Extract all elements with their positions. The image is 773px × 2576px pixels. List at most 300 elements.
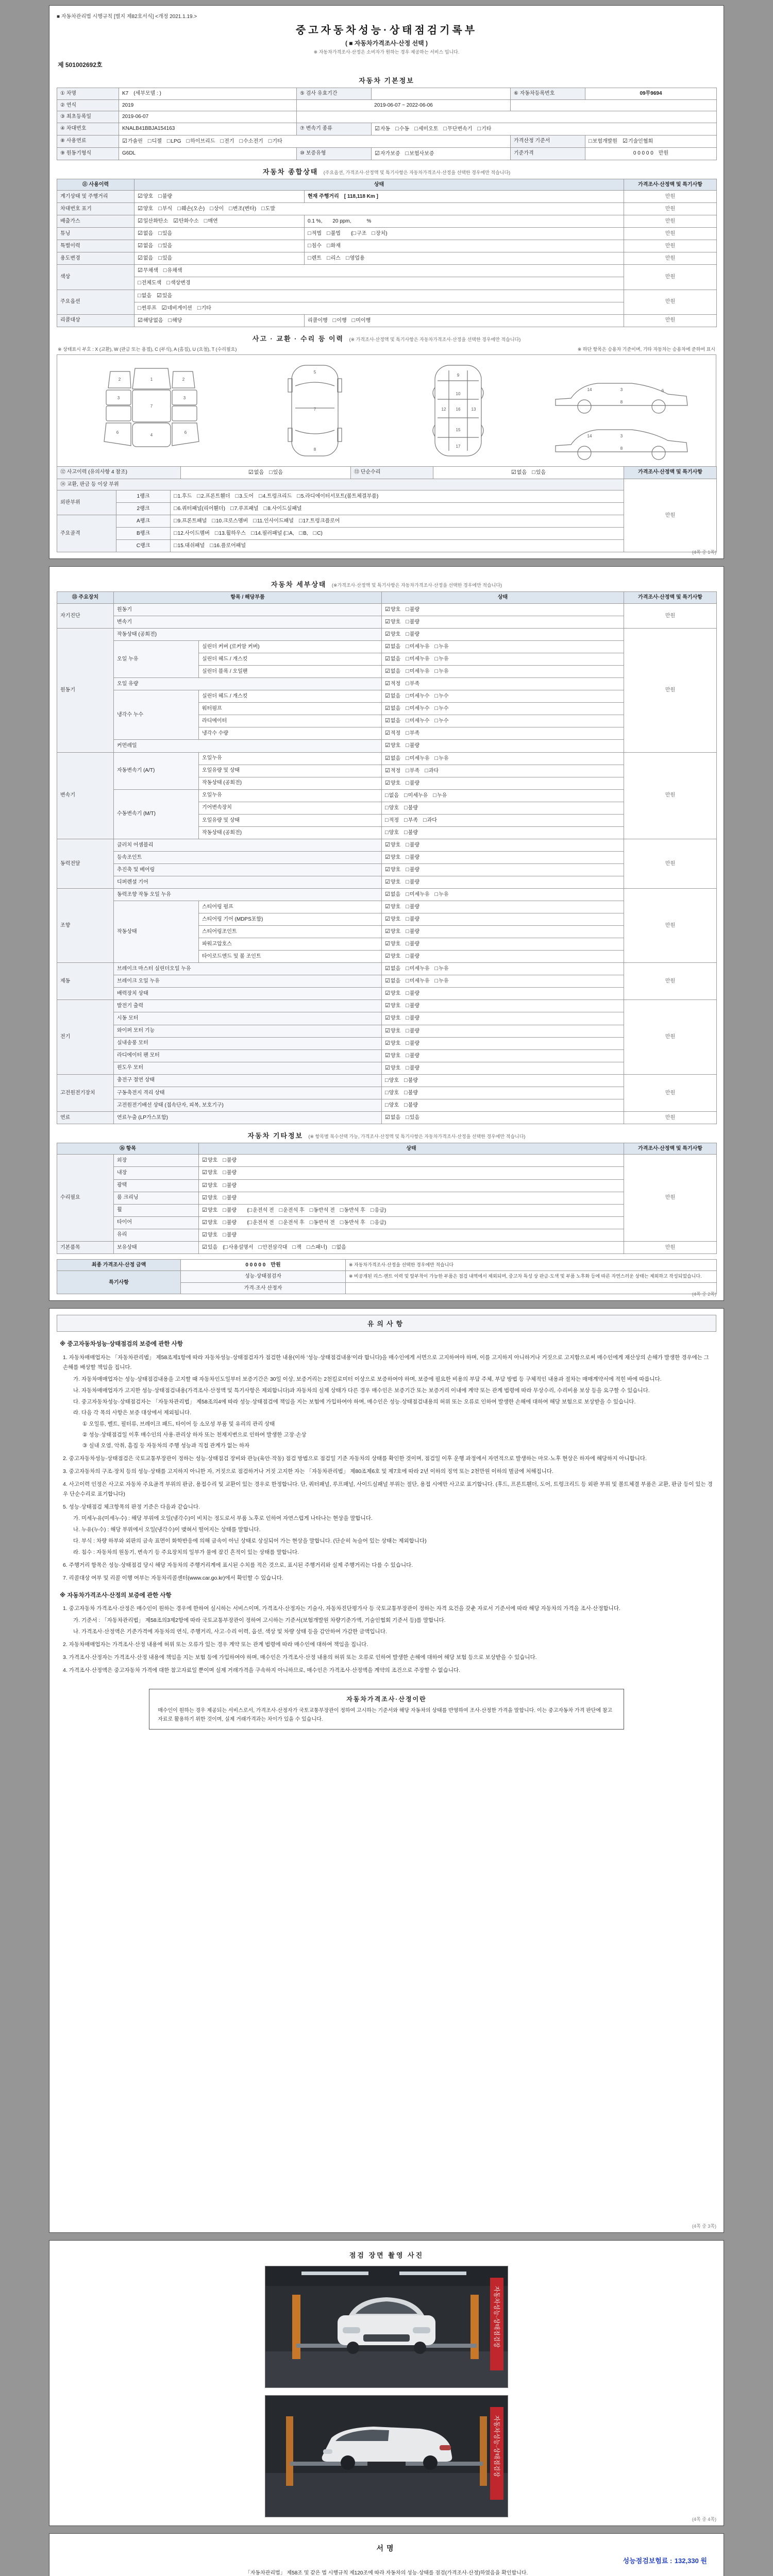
checkbox[interactable]: □ <box>263 505 267 512</box>
checkbox[interactable]: □ <box>261 206 265 212</box>
svg-text:7: 7 <box>150 403 153 409</box>
checkbox[interactable]: □ <box>406 941 409 947</box>
checkbox[interactable]: □ <box>404 817 408 823</box>
table-cell: 워터펌프 <box>199 703 382 715</box>
checkbox[interactable]: ☑ <box>385 1040 390 1046</box>
checkbox[interactable]: □ <box>385 817 389 823</box>
table-cell: ☑없음 □미세누수 □누수 <box>382 690 624 703</box>
checkbox[interactable]: ☑ <box>248 469 254 476</box>
table-cell: ☑없음 □미세누유 □누유 <box>382 963 624 975</box>
table-cell: ② 연식 <box>57 99 119 111</box>
table-cell: □전체도색 □색상변경 <box>135 277 624 290</box>
svg-text:13: 13 <box>471 406 476 412</box>
table-cell: ☑양호 □불량 <box>199 1179 624 1192</box>
checkbox[interactable]: □ <box>147 138 152 144</box>
checkbox[interactable]: ☑ <box>385 681 390 687</box>
checkbox[interactable]: □ <box>404 792 408 799</box>
checkbox[interactable]: □ <box>406 841 409 848</box>
table-cell: ☑양호 □불량 <box>382 876 624 888</box>
checkbox[interactable]: □ <box>406 681 409 687</box>
checkbox[interactable]: □ <box>443 125 447 132</box>
checkbox[interactable]: □ <box>434 643 439 650</box>
checkbox[interactable]: ☑ <box>161 304 167 311</box>
checkbox[interactable]: □ <box>406 904 409 910</box>
checkbox[interactable]: ☑ <box>385 1003 390 1009</box>
notice-paragraph: 나. 누유(누수) : 해당 부위에서 오일(냉각수)이 맺혀서 떨어지는 상태를 말합니다. <box>73 1527 261 1533</box>
checkbox[interactable]: □ <box>406 1114 409 1121</box>
notice-paragraph: 5. 성능·상태점검 체크항목의 판정 기준은 다음과 같습니다. <box>63 1503 200 1510</box>
card-photos <box>49 2240 724 2526</box>
checkbox[interactable]: □ <box>297 493 300 500</box>
checkbox[interactable]: □ <box>326 243 330 249</box>
checkbox[interactable]: □ <box>253 518 257 524</box>
checkbox[interactable]: □ <box>251 530 255 537</box>
checkbox[interactable]: □ <box>351 317 356 324</box>
checkbox[interactable]: □ <box>405 150 409 157</box>
table-cell: 만원 <box>624 314 717 327</box>
checkbox[interactable]: ☑ <box>202 1231 207 1238</box>
checkbox[interactable]: □ <box>248 1207 253 1213</box>
svg-text:7: 7 <box>314 406 316 412</box>
table-cell: 09무9694 <box>585 88 717 100</box>
checkbox[interactable]: □ <box>186 138 190 144</box>
signature-title: 서명 <box>376 2544 397 2553</box>
checkbox[interactable]: □ <box>406 742 409 749</box>
checkbox[interactable]: □ <box>279 1219 283 1226</box>
checkbox[interactable]: □ <box>214 530 219 537</box>
table-cell: 자기진단 <box>57 603 114 628</box>
table-cell: 오일누유 <box>199 789 382 802</box>
checkbox[interactable]: ☑ <box>202 1157 207 1164</box>
checkbox[interactable]: □ <box>223 1194 226 1201</box>
table-cell: 1랭크 <box>116 490 171 503</box>
checkbox[interactable]: □ <box>404 804 408 811</box>
etc-info-table <box>57 1143 716 1254</box>
checkbox[interactable]: ☑ <box>385 916 390 923</box>
checkbox[interactable]: □ <box>168 317 172 324</box>
checkbox[interactable]: ☑ <box>156 292 162 299</box>
text-line: 「자동차관리법」 제58조 및 같은 법 시행규칙 제120조에 따라 자동차의 성능·상태를 점검(가격조사·산정)하였음을 확인합니다. <box>245 2570 528 2576</box>
table-cell: 만원 <box>624 889 717 963</box>
table-cell: 만원 <box>624 963 717 1000</box>
checkbox[interactable]: ☑ <box>385 705 390 712</box>
checkbox[interactable]: □ <box>434 656 439 663</box>
table-cell: 추진축 및 베어링 <box>114 863 382 876</box>
checkbox[interactable]: □ <box>239 138 243 144</box>
table-cell: 만원 <box>624 603 717 628</box>
checkbox[interactable]: □ <box>423 817 427 823</box>
checkbox[interactable]: □ <box>406 779 409 786</box>
table-cell: 발전기 출력 <box>114 1000 382 1012</box>
checkbox[interactable]: □ <box>166 138 171 144</box>
checkbox[interactable]: □ <box>434 718 439 724</box>
checkbox[interactable]: □ <box>352 230 356 237</box>
checkbox[interactable]: ☑ <box>138 218 143 225</box>
checkbox[interactable]: □ <box>223 1170 226 1176</box>
table-cell: ☑적정 □부족 <box>382 678 624 690</box>
checkbox[interactable]: □ <box>223 1182 226 1189</box>
checkbox[interactable]: ☑ <box>385 656 390 663</box>
checkbox[interactable]: □ <box>138 280 141 286</box>
table-cell: 2019 <box>119 99 297 111</box>
checkbox[interactable]: □ <box>223 1219 226 1226</box>
checkbox[interactable]: □ <box>204 218 208 225</box>
checkbox[interactable]: □ <box>589 138 592 144</box>
checkbox[interactable]: ☑ <box>385 1027 390 1034</box>
price-definition-text: 매수인이 원하는 경우 제공되는 서비스로서, 가격조사·산정자가 국토교통부장관이 정하여 고시하는 기준서와 해당 자동차의 상태를 반영하여 조사·산정한 가격을 말합니다. 이는 중고자동차 가격 판단에 참고자료로 활용하기 위한 것이며, 실제 거래가격과는 차이가 있을 수 있습니다. <box>158 1707 613 1722</box>
checkbox[interactable]: □ <box>308 255 311 262</box>
checkbox[interactable]: □ <box>177 206 181 212</box>
checkbox[interactable]: □ <box>158 243 162 249</box>
checkbox[interactable]: □ <box>406 854 409 860</box>
checkbox[interactable]: ☑ <box>202 1244 207 1250</box>
notice-paragraph: 나. 가격조사·산정액은 기준가격에 자동차의 연식, 주행거리, 사고·수리 이력, 옵션, 색상 및 차량 상태 등을 감안하여 가감한 금액입니다. <box>73 1629 387 1635</box>
checkbox[interactable]: ☑ <box>385 606 390 613</box>
checkbox[interactable]: □ <box>163 267 167 274</box>
checkbox[interactable]: □ <box>406 866 409 873</box>
table-cell: 2랭크 <box>116 503 171 515</box>
table-cell: 상태 <box>199 1143 624 1155</box>
car-diagram-underbody <box>401 359 515 462</box>
checkbox[interactable]: □ <box>406 718 409 724</box>
checkbox[interactable]: □ <box>313 530 317 537</box>
checkbox[interactable]: □ <box>385 804 389 811</box>
checkbox[interactable]: □ <box>406 1052 409 1059</box>
checkbox[interactable]: □ <box>345 255 349 262</box>
table-cell: 만원 <box>624 752 717 839</box>
table-cell: 클러치 어셈블리 <box>114 839 382 851</box>
table-cell: 가격산정 기준서 <box>511 135 585 147</box>
table-cell: ☑양호 □불량 <box>199 1192 624 1204</box>
checkbox[interactable]: □ <box>404 829 408 836</box>
checkbox[interactable]: □ <box>326 230 330 237</box>
checkbox[interactable]: □ <box>385 1077 389 1083</box>
card-basic-and-overall <box>49 5 724 559</box>
table-cell: ☑양호 □불량 <box>382 616 624 628</box>
checkbox[interactable]: □ <box>224 1244 228 1250</box>
checkbox[interactable]: ☑ <box>202 1170 207 1176</box>
checkbox[interactable]: □ <box>532 469 535 476</box>
table-cell: 냉각수 수량 <box>199 727 382 740</box>
checkbox[interactable]: ☑ <box>385 1015 390 1022</box>
checkbox[interactable]: □ <box>406 1003 409 1009</box>
checkbox[interactable]: ☑ <box>385 891 390 898</box>
page-number: (4쪽 중 4쪽) <box>692 2517 716 2522</box>
checkbox[interactable]: ☑ <box>385 841 390 848</box>
table-cell: 0 0 0 0 0 만원 <box>181 1259 346 1271</box>
checkbox[interactable]: □ <box>279 1207 283 1213</box>
checkbox[interactable]: □ <box>174 518 177 524</box>
checkbox[interactable]: □ <box>306 1244 310 1250</box>
checkbox[interactable]: ☑ <box>138 206 143 212</box>
table-cell: ☑양호 □불량 <box>382 988 624 1000</box>
table-cell: 브레이크 마스터 실린더오일 누유 <box>114 963 382 975</box>
checkbox[interactable]: □ <box>298 518 303 524</box>
checkbox[interactable]: ☑ <box>385 1064 390 1071</box>
checkbox[interactable]: □ <box>414 125 418 132</box>
checkbox[interactable]: ☑ <box>385 854 390 860</box>
svg-text:17: 17 <box>456 444 461 449</box>
checkbox[interactable]: □ <box>406 693 409 700</box>
table-cell: ⑭ 교환, 판금 등 이상 부위 <box>57 479 624 490</box>
checkbox[interactable]: □ <box>434 668 439 675</box>
checkbox[interactable]: □ <box>385 829 389 836</box>
checkbox[interactable]: ☑ <box>385 941 390 947</box>
checkbox[interactable]: □ <box>309 1207 313 1213</box>
checkbox[interactable]: □ <box>406 878 409 885</box>
checkbox[interactable]: ☑ <box>202 1207 207 1213</box>
checkbox[interactable]: □ <box>174 530 177 537</box>
checkbox[interactable]: ☑ <box>385 730 390 737</box>
checkbox[interactable]: □ <box>406 990 409 997</box>
checkbox[interactable]: ☑ <box>385 718 390 724</box>
checkbox[interactable]: ☑ <box>375 150 380 157</box>
checkbox[interactable]: □ <box>326 255 330 262</box>
checkbox[interactable]: □ <box>212 518 215 524</box>
checkbox[interactable]: □ <box>406 891 409 898</box>
checkbox[interactable]: ☑ <box>202 1194 207 1201</box>
checkbox[interactable]: □ <box>406 656 409 663</box>
subtitle-note: ※ 자동차가격조사·산정은 소비자가 원하는 경우 제공하는 서비스 입니다. <box>313 49 460 55</box>
checkbox[interactable]: ☑ <box>385 904 390 910</box>
checkbox[interactable]: □ <box>404 1101 408 1108</box>
checkbox[interactable]: □ <box>395 125 399 132</box>
checkbox[interactable]: □ <box>385 1089 389 1096</box>
checkbox[interactable]: □ <box>406 953 409 960</box>
table-cell: 기어변속장치 <box>199 802 382 814</box>
checkbox[interactable]: □ <box>406 631 409 638</box>
svg-text:4: 4 <box>150 432 153 437</box>
checkbox[interactable]: □ <box>174 493 177 500</box>
checkbox[interactable]: □ <box>332 1244 336 1250</box>
notice-paragraph: ① 오일류, 벨트, 필터류, 브레이크 패드, 타이어 등 소모성 부품 및 유리의 관리 상태 <box>82 1421 275 1428</box>
notice-paragraph: 4. 사고이력 인정은 사고로 자동차 주요골격 부위의 판금, 용접수리 및 교환이 있는 경우로 한정합니다. 단, 쿼터패널, 루프패널, 사이드실패널 부위는 절단, 용접 시에만 사고로 표기합니다. (후드, 프론트휀더, 도어, 트렁크리드 등 외판 부위 및 볼트체결 부품은 교환, 판금 등이 있는 경우 단순수리로 표기합니다) <box>63 1481 713 1497</box>
checkbox[interactable]: ☑ <box>385 953 390 960</box>
checkbox[interactable]: ☑ <box>385 693 390 700</box>
table-cell: 작동상태 <box>114 901 199 963</box>
checkbox[interactable]: ☑ <box>385 978 390 985</box>
checkbox[interactable]: □ <box>406 978 409 985</box>
checkbox[interactable]: □ <box>229 206 232 212</box>
checkbox[interactable]: □ <box>404 1077 408 1083</box>
checkbox[interactable]: ☑ <box>385 928 390 935</box>
table-cell: 원동기 <box>114 603 382 616</box>
checkbox[interactable]: □ <box>406 606 409 613</box>
checkbox[interactable]: □ <box>370 1207 374 1213</box>
svg-text:16: 16 <box>456 406 461 412</box>
checkbox[interactable]: □ <box>434 755 439 761</box>
checkbox[interactable]: □ <box>434 705 439 712</box>
checkbox[interactable]: □ <box>406 730 409 737</box>
checkbox[interactable]: ☑ <box>375 125 380 132</box>
checkbox[interactable]: □ <box>292 1244 296 1250</box>
checkbox[interactable]: □ <box>406 1015 409 1022</box>
checkbox[interactable]: □ <box>406 755 409 761</box>
checkbox[interactable]: □ <box>158 255 162 262</box>
checkbox[interactable]: □ <box>210 206 213 212</box>
card-notice <box>49 1308 724 2233</box>
notice-paragraph: ② 성능·상태점검일 이후 매수인의 사용·관리상 하자 또는 천재지변으로 인하여 발생한 고장·손상 <box>82 1432 307 1438</box>
checkbox[interactable]: □ <box>223 1207 226 1213</box>
table-cell: 현재 주행거리 [ 118,118 Km ] <box>305 191 624 203</box>
checkbox[interactable]: □ <box>138 304 141 311</box>
checkbox[interactable]: □ <box>406 643 409 650</box>
checkbox[interactable]: □ <box>434 891 439 898</box>
checkbox[interactable]: ☑ <box>138 317 143 324</box>
checkbox[interactable]: □ <box>406 668 409 675</box>
checkbox[interactable]: □ <box>285 530 289 537</box>
table-cell: □양호 □불량 <box>382 1087 624 1099</box>
checkbox[interactable]: □ <box>248 1219 253 1226</box>
checkbox[interactable]: ☑ <box>385 643 390 650</box>
checkbox[interactable]: ☑ <box>138 255 143 262</box>
checkbox[interactable]: ☑ <box>202 1182 207 1189</box>
table-cell: 실내송풍 모터 <box>114 1037 382 1049</box>
checkbox[interactable]: ☑ <box>385 767 390 774</box>
signature-statements <box>57 2569 716 2576</box>
page-number: (4쪽 중 1쪽) <box>692 550 716 555</box>
table-cell: ⑬ 단순수리 <box>351 466 433 479</box>
table-cell: ☑없음 □있음 <box>181 466 351 479</box>
table-cell: ☑없음 □미세누유 □누유 <box>382 975 624 988</box>
table-cell: 만원 <box>624 1241 717 1253</box>
checkbox[interactable]: □ <box>406 1064 409 1071</box>
table-cell: ☑자동 □수동 □세미오토 □무단변속기 □기타 <box>372 123 717 135</box>
checkbox[interactable]: ☑ <box>138 243 143 249</box>
checkbox[interactable]: □ <box>220 138 224 144</box>
checkbox[interactable]: □ <box>406 767 409 774</box>
checkbox[interactable]: □ <box>174 543 177 549</box>
section-head-overall <box>57 166 716 177</box>
checkbox[interactable]: □ <box>433 792 436 799</box>
checkbox[interactable]: ☑ <box>622 138 628 144</box>
table-cell: □적정 □부족 □과다 <box>382 814 624 826</box>
checkbox[interactable]: □ <box>158 230 162 237</box>
section-title-accident: 사고 · 교환 · 수리 등 이력 <box>252 334 344 343</box>
table-cell: 만원 <box>624 203 717 215</box>
table-cell: 외판부위 <box>57 490 116 515</box>
checkbox[interactable]: □ <box>385 792 389 799</box>
checkbox[interactable]: □ <box>406 705 409 712</box>
checkbox[interactable]: □ <box>158 193 162 200</box>
checkbox[interactable]: ☑ <box>385 878 390 885</box>
checkbox[interactable]: □ <box>406 618 409 625</box>
checkbox[interactable]: ☑ <box>385 779 390 786</box>
svg-text:6: 6 <box>662 388 664 393</box>
table-cell: ☑양호 □부식 □훼손(오손) □상이 □변조(변타) □도말 <box>135 203 624 215</box>
checkbox[interactable]: ☑ <box>511 469 516 476</box>
checkbox[interactable]: ☑ <box>138 193 143 200</box>
checkbox[interactable]: □ <box>230 505 234 512</box>
checkbox[interactable]: □ <box>166 280 170 286</box>
checkbox[interactable]: □ <box>158 206 162 212</box>
checkbox[interactable]: ☑ <box>122 138 127 144</box>
checkbox[interactable]: □ <box>406 965 409 972</box>
checkbox[interactable]: ☑ <box>202 1219 207 1226</box>
checkbox[interactable]: □ <box>425 767 428 774</box>
checkbox[interactable]: □ <box>406 928 409 935</box>
checkbox[interactable]: ☑ <box>385 1052 390 1059</box>
checkbox[interactable]: □ <box>434 965 439 972</box>
checkbox[interactable]: ☑ <box>385 631 390 638</box>
checkbox[interactable]: ☑ <box>138 230 143 237</box>
checkbox[interactable]: □ <box>370 1219 374 1226</box>
checkbox[interactable]: □ <box>340 1207 344 1213</box>
section-note-accident: (※ 가격조사·산정액 및 특기사항은 자동차가격조사·산정을 선택한 경우에만 적습니다) <box>349 336 521 342</box>
checkbox[interactable]: □ <box>372 230 375 237</box>
checkbox[interactable]: □ <box>385 1101 389 1108</box>
checkbox[interactable]: ☑ <box>385 755 390 761</box>
checkbox[interactable]: ☑ <box>173 218 179 225</box>
table-cell: 만원 <box>624 290 717 314</box>
checkbox[interactable]: □ <box>258 1244 262 1250</box>
checkbox[interactable]: □ <box>299 530 303 537</box>
checkbox[interactable]: □ <box>434 693 439 700</box>
checkbox[interactable]: □ <box>223 1157 226 1164</box>
checkbox[interactable]: □ <box>308 230 311 237</box>
checkbox[interactable]: □ <box>210 543 213 549</box>
checkbox[interactable]: ☑ <box>385 1114 390 1121</box>
table-cell: 가격조사·산정액 및 특기사항 <box>624 1143 717 1155</box>
checkbox[interactable]: □ <box>174 505 177 512</box>
svg-text:3: 3 <box>183 395 186 400</box>
card-signature <box>49 2533 724 2576</box>
table-cell: 연료누출 (LP가스포함) <box>114 1111 382 1124</box>
checkbox[interactable]: ☑ <box>385 990 390 997</box>
checkbox[interactable]: □ <box>235 493 239 500</box>
table-cell: 브레이크 오일 누유 <box>114 975 382 988</box>
svg-text:9: 9 <box>457 372 459 378</box>
table-cell: ☑양호 □불량 <box>382 839 624 851</box>
checkbox[interactable]: ☑ <box>385 618 390 625</box>
checkbox[interactable]: □ <box>340 1219 344 1226</box>
checkbox[interactable]: □ <box>434 978 439 985</box>
table-cell: ③ 최초등록일 <box>57 111 119 123</box>
checkbox[interactable]: □ <box>258 493 262 500</box>
checkbox[interactable]: ☑ <box>138 267 143 274</box>
table-cell: C랭크 <box>116 540 171 552</box>
table-cell: 만원 <box>624 629 717 752</box>
checkbox[interactable]: □ <box>268 138 272 144</box>
checkbox[interactable]: ☑ <box>385 742 390 749</box>
checkbox[interactable]: □ <box>406 916 409 923</box>
checkbox[interactable]: ☑ <box>385 965 390 972</box>
checkbox[interactable]: □ <box>404 1089 408 1096</box>
checkbox[interactable]: □ <box>269 469 273 476</box>
table-cell: 자동변속기 (A/T) <box>114 752 199 789</box>
checkbox[interactable]: □ <box>406 1027 409 1034</box>
checkbox[interactable]: □ <box>138 292 141 299</box>
checkbox[interactable]: □ <box>309 1219 313 1226</box>
checkbox[interactable]: □ <box>197 493 200 500</box>
form-reference: ■ 자동차관리법 시행규칙 [별지 제82호서식] <개정 2021.1.19.> <box>57 14 197 20</box>
checkbox[interactable]: □ <box>308 243 311 249</box>
checkbox[interactable]: □ <box>197 304 201 311</box>
checkbox[interactable]: ☑ <box>385 866 390 873</box>
table-cell: 2019-06-07 <box>119 111 297 123</box>
table-cell: ☑양호 □불량 <box>382 951 624 963</box>
notice-paragraph: ③ 실내 오염, 악취, 흠집 등 자동차의 주행 성능과 직접 관계가 없는 하자 <box>82 1443 250 1449</box>
table-cell: ☑양호 □불량 (□운전석 전 □운전석 후 □동반석 전 □동반석 후 □응급) <box>199 1204 624 1216</box>
checkbox[interactable]: □ <box>406 1040 409 1046</box>
checkbox[interactable]: □ <box>223 1231 226 1238</box>
checkbox[interactable]: □ <box>332 317 337 324</box>
table-cell: 구동축전지 격리 상태 <box>114 1087 382 1099</box>
subtitle: ( ■ 자동차가격조사·산정 선택 ) <box>345 40 428 47</box>
table-cell: ☑양호 □불량 <box>382 1037 624 1049</box>
checkbox[interactable]: □ <box>477 125 481 132</box>
checkbox[interactable]: ☑ <box>385 668 390 675</box>
